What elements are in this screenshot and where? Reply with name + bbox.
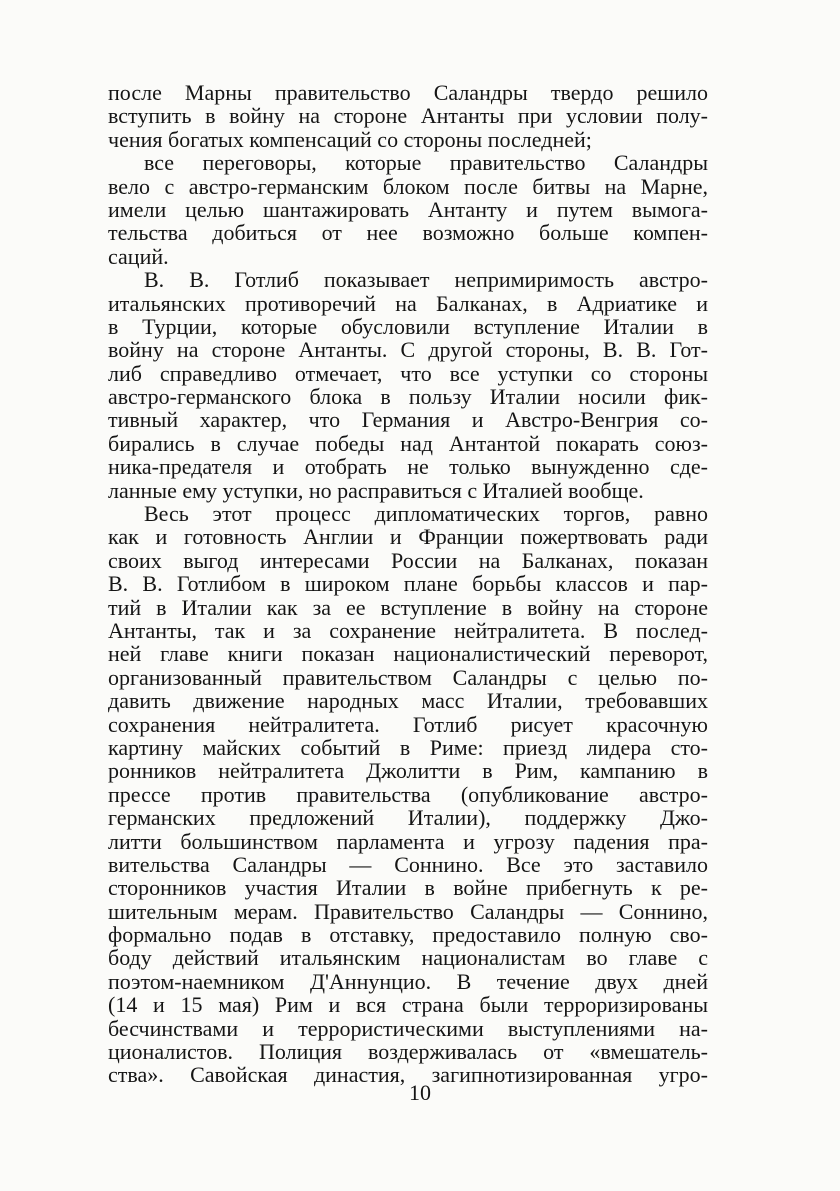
text-line: бирались в случае победы над Антантой покарать союз- (108, 430, 708, 456)
text-line: поэтом-наемником Д'Аннунцио. В течение двух дней (108, 968, 708, 994)
page-number: 10 (409, 1080, 431, 1105)
paragraph (108, 502, 708, 1087)
text-line: шительным мерам. Правительство Саландры — Соннино, (108, 898, 708, 924)
body-text (108, 81, 708, 1087)
text-line: Антанты, так и за сохранение нейтралитета. В послед- (108, 617, 708, 643)
text-line: давить движение народных масс Италии, требовавших (108, 688, 708, 714)
text-line: итальянских противоречий на Балканах, в Адриатике и (108, 290, 708, 316)
text-line: литти большинством парламента и угрозу падения пра- (108, 828, 708, 854)
text-line: вступить в войну на стороне Антанты при условии полу- (108, 103, 708, 129)
text-line: (14 и 15 мая) Рим и вся страна были терроризированы (108, 992, 708, 1018)
text-line: организованный правительством Саландры с целью по- (108, 664, 708, 690)
paragraph (108, 268, 708, 502)
text-line: боду действий итальянским националистам во главе с (108, 945, 708, 971)
text-line: тий в Италии как за ее вступление в войну на стороне (108, 594, 708, 620)
text-line: ней главе книги показан националистический переворот, (108, 641, 708, 667)
text-line: В. В. Готлиб показывает непримиримость австро- (144, 267, 708, 293)
text-line: вело с австро-германским блоком после битвы на Марне, (108, 173, 708, 199)
text-line: своих выгод интересами России на Балканах, показан (108, 547, 708, 573)
text-line: войну на стороне Антанты. С другой стороны, В. В. Гот- (108, 337, 708, 363)
text-line: сохранения нейтралитета. Готлиб рисует красочную (108, 711, 708, 737)
paragraph (108, 81, 708, 151)
text-line: В. В. Готлибом в широком плане борьбы классов и пар- (108, 571, 708, 597)
text-line: тельства добиться от нее возможно больше компен- (108, 220, 708, 246)
text-line: саций. (108, 243, 169, 269)
text-line: ционалистов. Полиция воздерживалась от «вмешатель- (108, 1039, 708, 1065)
text-line: ника-предателя и отобрать не только вынужденно сде- (108, 454, 708, 480)
text-line: имели целью шантажировать Антанту и путем вымога- (108, 196, 708, 222)
text-line: тивный характер, что Германия и Австро-Венгрия со- (108, 407, 708, 433)
text-line: картину майских событий в Риме: приезд лидера сто- (108, 734, 708, 760)
text-line: германских предложений Италии), поддержку Джо- (108, 805, 708, 831)
text-line: после Марны правительство Саландры твердо решило (108, 80, 708, 105)
text-line: либ справедливо отмечает, что все уступки со стороны (108, 360, 708, 386)
text-line: как и готовность Англии и Франции пожертвовать ради (108, 524, 708, 550)
text-line: ланные ему уступки, но расправиться с Италией вообще. (108, 477, 644, 503)
text-line: в Турции, которые обусловили вступление Италии в (108, 313, 708, 339)
text-line: австро-германского блока в пользу Италии носили фик- (108, 384, 708, 410)
text-line: формально подав в отставку, предоставило полную сво- (108, 922, 708, 948)
text-line: сторонников участия Италии в войне прибегнуть к ре- (108, 875, 708, 901)
text-line: ства». Савойская династия, загипнотизированная угро- (108, 1062, 708, 1088)
text-line: чения богатых компенсаций со стороны последней; (108, 126, 592, 152)
paragraph (108, 151, 708, 268)
text-line: вительства Саландры — Соннино. Все это заставило (108, 851, 708, 877)
text-line: Весь этот процесс дипломатических торгов, равно (144, 501, 708, 527)
text-line: прессе против правительства (опубликование австро- (108, 781, 708, 807)
text-line: ронников нейтралитета Джолитти в Рим, кампанию в (108, 758, 708, 784)
text-line: бесчинствами и террористическими выступлениями на- (108, 1015, 708, 1041)
text-line: все переговоры, которые правительство Саландры (144, 150, 708, 176)
